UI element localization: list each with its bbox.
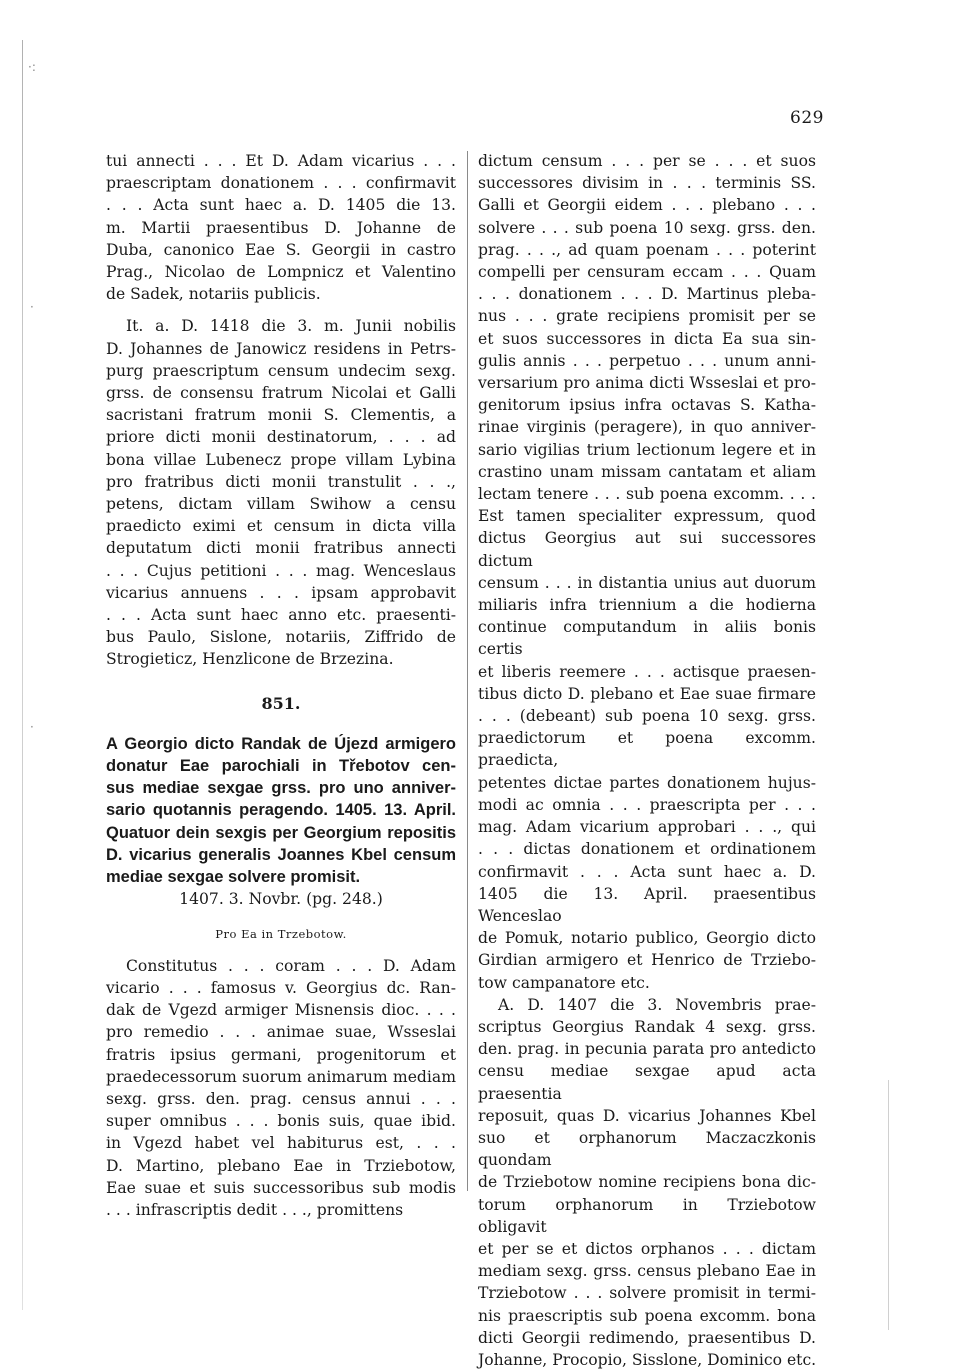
scan-margin-line (22, 40, 23, 1310)
text-line: bus Paulo, Sislone, notariis, Ziffrido de (106, 628, 456, 647)
text-line: petentes dictae partes donationem hujus- (478, 773, 816, 792)
text-line: Strogieticz, Henzlicone de Brzezina. (106, 650, 394, 669)
text-line: sario vigilias trium lectionum legere et in (478, 440, 816, 459)
text-line: Est tamen specialiter expressum, quod (478, 507, 816, 526)
text-line: D. Johannes de Janowicz residens in Petrs- (106, 339, 456, 358)
text-line: tibus dicto D. plebano et Eae suae firmare (478, 684, 816, 703)
text-line: praedicto eximi et censum in dicta villa (106, 517, 456, 536)
text-line: prag. . . ., ad quam poenam . . . poterint (478, 240, 816, 259)
heading-line: sario quotannis peragendo. 1405. 13. April. (106, 801, 456, 820)
text-line: dictus Georgius aut sui successores dictum (478, 529, 816, 570)
text-line: censu mediae sexgae apud acta praesentia (478, 1062, 816, 1103)
text-line: . . . (debeant) sub poena 10 sexg. grss. (478, 707, 816, 726)
text-line: de Sadek, notariis publicis. (106, 285, 321, 304)
text-line: fratris ipsius germani, progenitorum et (106, 1045, 456, 1064)
text-line: grss. de consensu fratrum Nicolai et Galli (106, 384, 456, 403)
text-line: torum orphanorum in Trziebotow obligavit (478, 1195, 816, 1236)
scan-margin-line-right (888, 1080, 889, 1330)
document-heading (106, 733, 456, 888)
text-line: Prag., Nicolao de Lompnicz et Valentino (106, 263, 456, 282)
text-line: deputatum dicti monii fratribus annecti (106, 539, 456, 558)
text-line: bona villae Lubenecz prope villam Lybina (106, 450, 456, 469)
text-line: . . . Acta sunt haec anno etc. praesenti- (106, 606, 456, 625)
text-line: continue computandum in aliis bonis certis (478, 618, 816, 659)
text-line: . . . dictas donationem et ordinationem (478, 840, 816, 859)
text-line: sacristani fratrum monii S. Clementis, a (106, 406, 456, 425)
text-line: Galli et Georgii eidem . . . plebano . . . (478, 196, 816, 215)
text-line: m. Martii praesentibus D. Johanne de (106, 218, 456, 237)
text-line: Johanne, Procopio, Sisslone, Dominico etc. (478, 1350, 817, 1369)
text-line: D. Martino, plebano Eae in Trziebotow, (106, 1156, 456, 1175)
text-line: purg praescriptum censum undecim sexg. (106, 361, 456, 380)
text-line: sexg. grss. den. prag. census annui . . . (106, 1089, 456, 1108)
text-line: in Vgezd habet vel habiturus est, . . . (106, 1134, 456, 1153)
text-line: praedecessorum suorum animarum mediam (106, 1067, 456, 1086)
text-line: gulis annis . . . perpetuo . . . unum anni- (478, 351, 816, 370)
text-line: A. D. 1407 die 3. Novembris prae- (498, 995, 816, 1014)
text-line: compelli per censuram eccam . . . Quam (478, 263, 816, 282)
text-line: genitorum ipsius infra octavas S. Katha- (478, 396, 816, 415)
text-line: praedictorum et poena excomm. praedicta, (478, 729, 816, 770)
text-line: . . . Acta sunt haec a. D. 1405 die 13. (106, 196, 456, 215)
text-line: modi ac omnia . . . praescripta per . . . (478, 795, 816, 814)
text-line: nus . . . grate recipiens promisit per se (478, 307, 816, 326)
heading-line: sus mediae sexgae grss. pro uno anniver- (106, 779, 456, 798)
text-line: censum . . . in distantia unius aut duorum (478, 573, 816, 592)
text-line: pro remedio . . . animae suae, Wsseslai (106, 1023, 456, 1042)
text-line: pro fratribus dicti monii transtulit . . ., (106, 472, 456, 491)
text-line: . . . Cujus petitioni . . . mag. Wenceslaus (106, 561, 456, 580)
text-line: Duba, canonico Eae S. Georgii in castro (106, 240, 456, 259)
text-line: Trziebotow . . . solvere promisit in termi- (478, 1284, 816, 1303)
right-column (478, 150, 816, 1371)
heading-line: mediae sexgae solvere promisit. (106, 868, 361, 887)
text-line: tow campanatore etc. (478, 973, 650, 992)
text-line: 1405 die 13. April. praesentibus Wenceslao (478, 884, 816, 925)
scan-speck: · (30, 720, 34, 734)
paragraph-gap (106, 305, 456, 315)
text-line: vicario . . . famosus v. Georgius dc. Ran- (106, 978, 456, 997)
heading-line: donatur Eae parochiali in Třebotov cen- (106, 757, 456, 776)
paragraph-entry-1418 (106, 315, 456, 670)
paragraph-entry-1407 (478, 994, 816, 1371)
text-line: et suos successores in dicta Ea sua sin- (478, 329, 816, 348)
text-line: confirmavit . . . Acta sunt haec a. D. (478, 862, 816, 881)
text-line: successores divisim in . . . terminis SS. (478, 174, 816, 193)
text-line: dak de Vgezd armiger Misnensis dioc. . . . (106, 1001, 456, 1020)
text-line: et liberis reemere . . . actisque praesen- (478, 662, 816, 681)
page-number: 629 (790, 108, 824, 128)
document-subheading: Pro Ea in Trzebotow. (215, 926, 347, 941)
text-line: nis praescriptis sub poena excomm. bona (478, 1306, 816, 1325)
text-line: suo et orphanorum Maczaczkonis quondam (478, 1128, 816, 1170)
text-line: It. a. D. 1418 die 3. m. Junii nobilis (126, 317, 456, 336)
heading-line: A Georgio dicto Randak de Újezd armigero (106, 734, 456, 753)
heading-line: D. vicarius generalis Joannes Kbel censum (106, 845, 456, 864)
text-line: solvere . . . sub poena 10 sexg. grss. den. (478, 218, 816, 237)
text-line: super omnibus . . . bonis suis, quae ibid. (106, 1112, 456, 1131)
text-line: versarium pro anima dicti Wsseslai et pro- (478, 374, 816, 393)
text-line: et per se et dictos orphanos . . . dictam (478, 1239, 816, 1258)
text-line: vicarius annuens . . . ipsam approbavit (106, 583, 456, 602)
text-line: petens, dictam villam Swihow a censu (106, 495, 456, 514)
text-line: praescriptam donationem . . . confirmavit (106, 174, 456, 193)
heading-line: Quatuor dein sexgis per Georgium repositis (106, 823, 456, 842)
text-line: priore dicti monii destinatorum, . . . ad (106, 428, 456, 447)
scan-speck: · (30, 300, 34, 314)
text-line: mag. Adam vicarium approbari . . ., qui (478, 818, 816, 837)
text-line: den. prag. in pecunia parata pro antedicto (478, 1040, 816, 1059)
paragraph-continuation-right (478, 150, 816, 994)
text-line: dictum censum . . . per se . . . et suos (478, 152, 816, 170)
text-line: mediam sexg. grss. census plebano Eae in (478, 1262, 816, 1281)
text-line: Constitutus . . . coram . . . D. Adam (126, 956, 456, 975)
paragraph-continuation (106, 150, 456, 315)
text-line: Eae suae et suis successoribus sub modis (106, 1178, 456, 1197)
text-line: dicti Georgii redimendo, praesentibus D. (478, 1328, 816, 1347)
text-line: scriptus Georgius Randak 4 sexg. grss. (478, 1017, 816, 1036)
heading-date: 1407. 3. Novbr. (pg. 248.) (179, 890, 383, 909)
text-line: de Trziebotow nomine recipiens bona dic- (478, 1173, 816, 1192)
text-line: . . . infrascriptis dedit . . ., promittens (106, 1200, 404, 1219)
text-line: lectam tenere . . . sub poena excomm. . . . (478, 485, 816, 504)
text-line: tui annecti . . . Et D. Adam vicarius . . . (106, 152, 456, 170)
text-line: miliaris infra triennium a die hodierna (478, 596, 816, 615)
text-line: . . . donationem . . . D. Martinus pleba- (478, 285, 816, 304)
text-line: crastino unam missam cantatam et aliam (478, 462, 816, 481)
paragraph-constitutus (106, 955, 456, 1221)
text-line: de Pomuk, notario publico, Georgio dicto (478, 929, 816, 948)
text-line: Girdian armigero et Henrico de Trziebo- (478, 951, 816, 970)
scan-speck: ·: (28, 60, 36, 74)
column-divider (467, 151, 468, 1191)
document-number: 851. (261, 693, 301, 713)
text-line: rinae virginis (peragere), in quo anniver- (478, 418, 816, 437)
left-column (106, 150, 456, 1221)
text-line: reposuit, quas D. vicarius Johannes Kbel (478, 1106, 816, 1125)
